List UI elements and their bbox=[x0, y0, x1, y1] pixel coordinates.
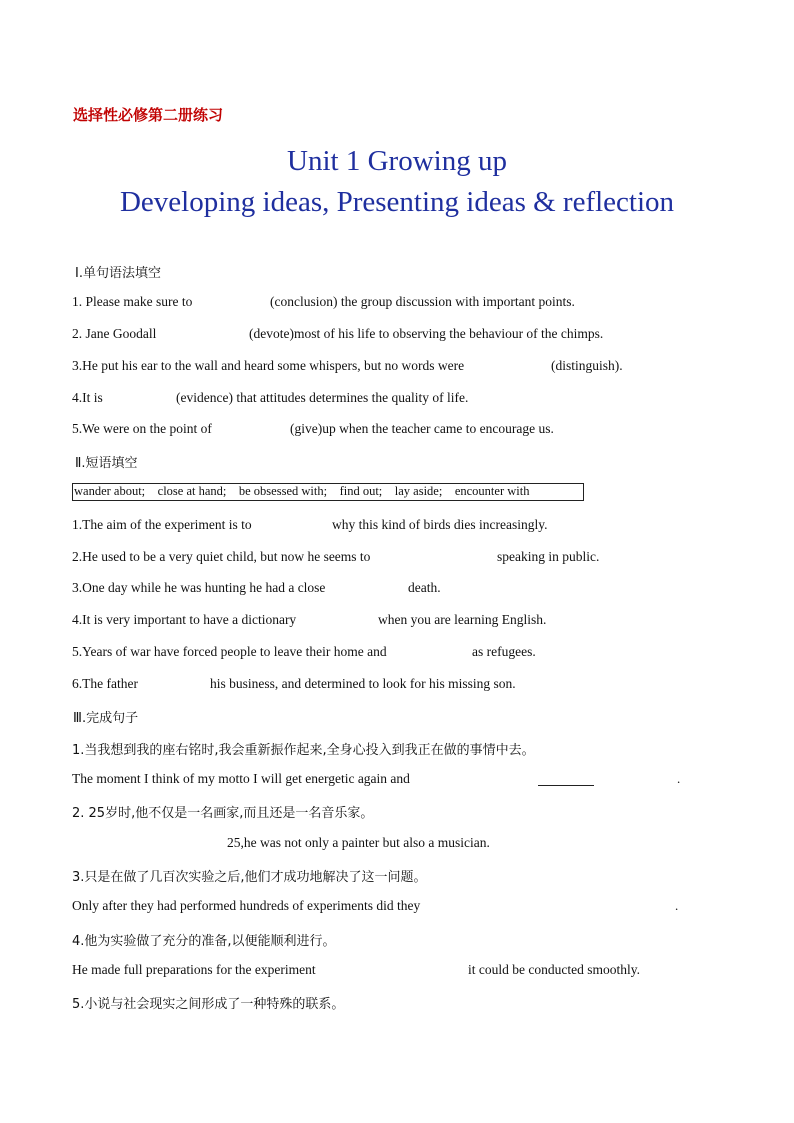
s1-item2-text-b: (devote)most of his life to observing the behaviour of the chimps. bbox=[249, 326, 604, 341]
s2-item3-text-b: death. bbox=[408, 580, 441, 595]
s3-item1-chinese: 1.当我想到我的座右铭时,我会重新振作起来,全身心投入到我正在做的事情中去。 bbox=[72, 743, 535, 758]
s1-item4-text-b: (evidence) that attitudes determines the quality of life. bbox=[176, 390, 469, 405]
section2-heading: Ⅱ.短语填空 bbox=[75, 456, 138, 471]
s2-item2-text-a: 2.He used to be a very quiet child, but now he seems to bbox=[72, 549, 371, 564]
s1-item3-text-b: (distinguish). bbox=[551, 358, 623, 373]
section1-heading: Ⅰ.单句语法填空 bbox=[75, 266, 161, 281]
s3-item1-answer-blank[interactable] bbox=[538, 785, 594, 786]
s3-item3-english: Only after they had performed hundreds of experiments did they bbox=[72, 898, 421, 913]
lesson-title: Developing ideas, Presenting ideas & reflection bbox=[119, 186, 675, 218]
s1-item2-text-a: 2. Jane Goodall bbox=[72, 326, 157, 341]
s2-item4-text-b: when you are learning English. bbox=[378, 612, 547, 627]
s2-item6-text-b: his business, and determined to look for his missing son. bbox=[210, 676, 516, 691]
s2-item5-text-a: 5.Years of war have forced people to leave their home and bbox=[72, 644, 387, 659]
s1-item5-text-b: (give)up when the teacher came to encourage us. bbox=[290, 421, 554, 436]
s1-item1-text-b: (conclusion) the group discussion with important points. bbox=[270, 294, 575, 309]
phrase-bank-text: wander about; close at hand; be obsessed with; find out; lay aside; encounter with bbox=[74, 484, 530, 498]
s1-item5-text-a: 5.We were on the point of bbox=[72, 421, 212, 436]
s2-item6-text-a: 6.The father bbox=[72, 676, 138, 691]
s2-item4-text-a: 4.It is very important to have a dictionary bbox=[72, 612, 297, 627]
s3-item2-english: 25,he was not only a painter but also a musician. bbox=[227, 835, 490, 850]
s3-item3-period: . bbox=[675, 898, 679, 913]
s2-item1-text-a: 1.The aim of the experiment is to bbox=[72, 517, 252, 532]
s1-item1-text-a: 1. Please make sure to bbox=[72, 294, 193, 309]
unit-title: Unit 1 Growing up bbox=[287, 145, 507, 177]
s3-item2-chinese: 2. 25岁时,他不仅是一名画家,而且还是一名音乐家。 bbox=[72, 806, 374, 821]
series-label: 选择性必修第二册练习 bbox=[73, 106, 224, 124]
s3-item5-chinese: 5.小说与社会现实之间形成了一种特殊的联系。 bbox=[72, 997, 345, 1012]
section3-heading: Ⅲ.完成句子 bbox=[73, 711, 139, 726]
s2-item5-text-b: as refugees. bbox=[472, 644, 536, 659]
s1-item4-text-a: 4.It is bbox=[72, 390, 103, 405]
s3-item1-english: The moment I think of my motto I will get energetic again and bbox=[72, 771, 410, 786]
s3-item3-chinese: 3.只是在做了几百次实验之后,他们才成功地解决了这一问题。 bbox=[72, 870, 427, 885]
s3-item4-english-b: it could be conducted smoothly. bbox=[468, 962, 640, 977]
s2-item3-text-a: 3.One day while he was hunting he had a close bbox=[72, 580, 326, 595]
s2-item2-text-b: speaking in public. bbox=[497, 549, 600, 564]
s3-item1-period: . bbox=[677, 771, 681, 786]
s1-item3-text-a: 3.He put his ear to the wall and heard some whispers, but no words were bbox=[72, 358, 465, 373]
s3-item4-chinese: 4.他为实验做了充分的准备,以便能顺利进行。 bbox=[72, 934, 336, 949]
s2-item1-text-b: why this kind of birds dies increasingly. bbox=[332, 517, 548, 532]
s3-item4-english-a: He made full preparations for the experiment bbox=[72, 962, 316, 977]
